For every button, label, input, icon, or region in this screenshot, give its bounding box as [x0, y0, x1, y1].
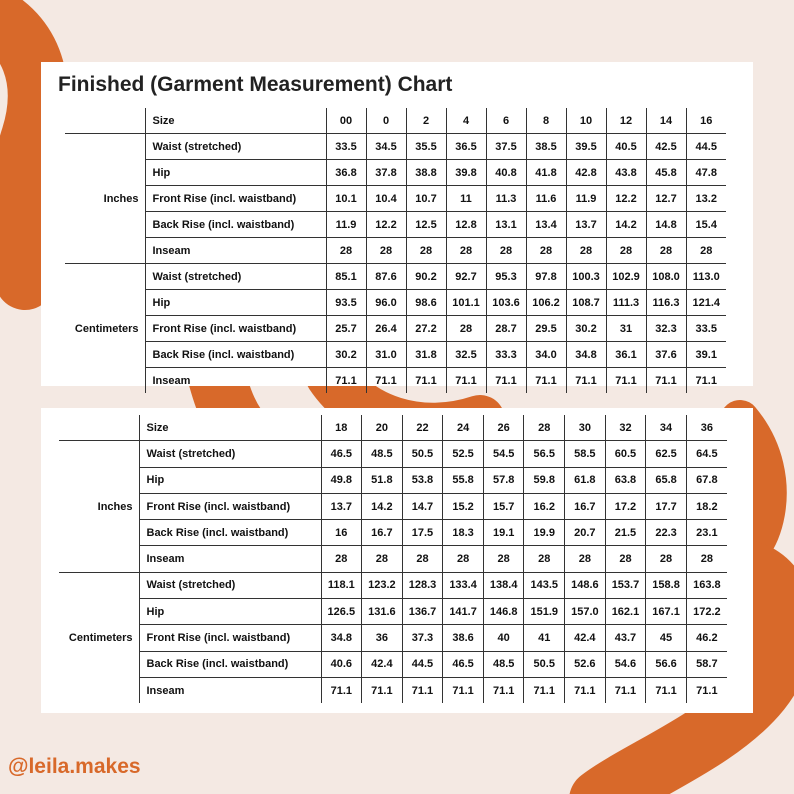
measurement-value: 40.8	[486, 160, 526, 186]
measurement-value: 71.1	[366, 368, 406, 394]
measurement-value: 126.5	[321, 599, 362, 625]
measurement-value: 28	[526, 238, 566, 264]
measurement-label: Back Rise (incl. waistband)	[139, 520, 321, 546]
measurement-value: 71.1	[526, 368, 566, 394]
measurement-value: 33.5	[326, 134, 366, 160]
measurement-value: 42.4	[565, 625, 606, 651]
measurement-value: 64.5	[686, 441, 727, 467]
measurement-value: 63.8	[605, 467, 646, 493]
measurement-value: 27.2	[406, 316, 446, 342]
size-header-cell: 4	[446, 108, 486, 134]
measurement-value: 52.6	[565, 651, 606, 677]
measurement-value: 103.6	[486, 290, 526, 316]
measurement-label: Waist (stretched)	[139, 441, 321, 467]
measurement-value: 71.1	[606, 368, 646, 394]
measurement-label: Front Rise (incl. waistband)	[145, 186, 326, 212]
measurement-value: 71.1	[486, 368, 526, 394]
measurement-value: 38.8	[406, 160, 446, 186]
measurement-value: 55.8	[443, 467, 484, 493]
measurement-value: 71.1	[483, 677, 524, 703]
measurement-value: 85.1	[326, 264, 366, 290]
measurement-value: 33.3	[486, 342, 526, 368]
measurement-value: 133.4	[443, 572, 484, 598]
measurement-value: 49.8	[321, 467, 362, 493]
author-handle: @leila.makes	[8, 755, 141, 778]
measurement-value: 118.1	[321, 572, 362, 598]
measurement-value: 28	[686, 546, 727, 572]
measurement-label: Inseam	[139, 546, 321, 572]
measurement-value: 71.1	[524, 677, 565, 703]
measurement-value: 15.4	[686, 212, 726, 238]
measurement-value: 42.5	[646, 134, 686, 160]
measurement-row	[59, 677, 727, 703]
measurement-value: 28	[646, 238, 686, 264]
measurement-table-2	[59, 415, 727, 703]
measurement-value: 45	[646, 625, 687, 651]
measurement-value: 28	[686, 238, 726, 264]
measurement-value: 22.3	[646, 520, 687, 546]
measurement-chart-card-2	[41, 408, 753, 713]
measurement-value: 45.8	[646, 160, 686, 186]
measurement-label: Front Rise (incl. waistband)	[145, 316, 326, 342]
measurement-value: 46.5	[443, 651, 484, 677]
size-header-cell: 00	[326, 108, 366, 134]
measurement-value: 56.6	[646, 651, 687, 677]
size-header-cell: 34	[646, 415, 687, 441]
measurement-row	[59, 520, 727, 546]
measurement-label: Inseam	[139, 677, 321, 703]
measurement-value: 36.1	[606, 342, 646, 368]
measurement-value: 146.8	[483, 599, 524, 625]
measurement-row	[59, 572, 727, 598]
measurement-value: 34.8	[566, 342, 606, 368]
measurement-value: 108.0	[646, 264, 686, 290]
measurement-value: 71.1	[695, 374, 717, 387]
measurement-row	[65, 264, 726, 290]
measurement-value: 14.8	[646, 212, 686, 238]
measurement-value: 28	[446, 316, 486, 342]
measurement-value: 15.7	[483, 493, 524, 519]
measurement-value: 47.8	[686, 160, 726, 186]
size-header-cell: 30	[565, 415, 606, 441]
measurement-value: 10.4	[366, 186, 406, 212]
measurement-value: 36.8	[326, 160, 366, 186]
measurement-value: 28	[446, 238, 486, 264]
measurement-value: 36.5	[446, 134, 486, 160]
measurement-value: 11.6	[526, 186, 566, 212]
measurement-value: 19.9	[524, 520, 565, 546]
measurement-row	[65, 134, 726, 160]
measurement-value: 138.4	[483, 572, 524, 598]
measurement-value: 31.8	[406, 342, 446, 368]
measurement-value: 59.8	[524, 467, 565, 493]
size-header-cell: 10	[566, 108, 606, 134]
size-header-cell: 36	[686, 415, 727, 441]
measurement-value: 31	[606, 316, 646, 342]
measurement-value: 148.6	[565, 572, 606, 598]
measurement-value: 28	[326, 238, 366, 264]
measurement-value: 92.7	[446, 264, 486, 290]
measurement-value: 32.3	[646, 316, 686, 342]
size-header-cell: 16	[686, 108, 726, 134]
measurement-value: 43.8	[606, 160, 646, 186]
measurement-value: 56.5	[524, 441, 565, 467]
measurement-value: 48.5	[362, 441, 403, 467]
measurement-label: Hip	[145, 290, 326, 316]
measurement-value: 50.5	[524, 651, 565, 677]
measurement-value: 17.2	[605, 493, 646, 519]
measurement-value: 101.1	[446, 290, 486, 316]
measurement-value: 28	[606, 238, 646, 264]
measurement-value: 20.7	[565, 520, 606, 546]
measurement-value: 44.5	[686, 134, 726, 160]
size-header-label: Size	[139, 415, 321, 441]
measurement-value: 12.5	[406, 212, 446, 238]
measurement-value: 71.1	[446, 368, 486, 394]
measurement-value: 42.8	[566, 160, 606, 186]
size-header-label: Size	[145, 108, 326, 134]
measurement-value: 40	[483, 625, 524, 651]
measurement-value: 50.5	[402, 441, 443, 467]
measurement-value: 13.1	[486, 212, 526, 238]
measurement-value: 13.7	[566, 212, 606, 238]
measurement-value: 54.6	[605, 651, 646, 677]
measurement-value: 58.5	[565, 441, 606, 467]
measurement-label: Waist (stretched)	[145, 134, 326, 160]
measurement-value: 11	[446, 186, 486, 212]
measurement-row	[65, 238, 726, 264]
measurement-value: 46.2	[686, 625, 727, 651]
measurement-value: 28	[366, 238, 406, 264]
measurement-value: 71.1	[406, 368, 446, 394]
measurement-value: 12.2	[606, 186, 646, 212]
measurement-value: 11.9	[566, 186, 606, 212]
measurement-value: 158.8	[646, 572, 687, 598]
measurement-value: 121.4	[686, 290, 726, 316]
measurement-value: 53.8	[402, 467, 443, 493]
measurement-value: 11.9	[326, 212, 366, 238]
measurement-row	[65, 186, 726, 212]
size-header-cell: 14	[646, 108, 686, 134]
measurement-value: 28	[486, 238, 526, 264]
measurement-label: Back Rise (incl. waistband)	[139, 651, 321, 677]
measurement-value: 44.5	[402, 651, 443, 677]
measurement-value: 62.5	[646, 441, 687, 467]
measurement-value: 16.7	[362, 520, 403, 546]
measurement-value: 18.3	[443, 520, 484, 546]
measurement-value: 38.5	[526, 134, 566, 160]
measurement-value: 14.7	[402, 493, 443, 519]
measurement-value: 153.7	[605, 572, 646, 598]
measurement-value: 25.7	[326, 316, 366, 342]
measurement-value: 100.3	[566, 264, 606, 290]
measurement-value: 131.6	[362, 599, 403, 625]
measurement-value: 113.0	[686, 264, 726, 290]
measurement-value: 71.1	[646, 677, 687, 703]
measurement-value: 37.8	[366, 160, 406, 186]
measurement-value: 12.7	[646, 186, 686, 212]
measurement-row	[59, 599, 727, 625]
measurement-label: Back Rise (incl. waistband)	[145, 212, 326, 238]
size-header-cell: 2	[406, 108, 446, 134]
measurement-value: 18.2	[686, 493, 727, 519]
measurement-value: 32.5	[446, 342, 486, 368]
measurement-value: 40.6	[321, 651, 362, 677]
size-header-cell: 32	[605, 415, 646, 441]
measurement-row	[65, 342, 726, 368]
measurement-value: 33.5	[686, 316, 726, 342]
measurement-value: 71.1	[443, 677, 484, 703]
measurement-table-1	[65, 108, 726, 393]
measurement-label: Hip	[145, 160, 326, 186]
measurement-value: 41.8	[526, 160, 566, 186]
measurement-value: 37.6	[646, 342, 686, 368]
measurement-value: 28	[402, 546, 443, 572]
measurement-row	[65, 160, 726, 186]
measurement-value: 28	[566, 238, 606, 264]
measurement-value: 16	[321, 520, 362, 546]
measurement-value: 23.1	[686, 520, 727, 546]
measurement-label: Inseam	[145, 238, 326, 264]
measurement-value: 167.1	[646, 599, 687, 625]
measurement-value: 34.5	[366, 134, 406, 160]
measurement-value: 58.7	[686, 651, 727, 677]
measurement-value: 71.1	[566, 368, 606, 394]
measurement-row	[59, 493, 727, 519]
measurement-value: 128.3	[402, 572, 443, 598]
measurement-value: 17.7	[646, 493, 687, 519]
unit-group-label: Inches	[65, 134, 145, 264]
measurement-value: 36	[362, 625, 403, 651]
measurement-value: 42.4	[362, 651, 403, 677]
measurement-value: 106.2	[526, 290, 566, 316]
measurement-value: 172.2	[686, 599, 727, 625]
measurement-value: 21.5	[605, 520, 646, 546]
measurement-label: Hip	[139, 599, 321, 625]
size-header-row	[59, 415, 727, 441]
measurement-value: 90.2	[406, 264, 446, 290]
measurement-value: 35.5	[406, 134, 446, 160]
measurement-value: 19.1	[483, 520, 524, 546]
measurement-value: 71.1	[402, 677, 443, 703]
measurement-value: 14.2	[362, 493, 403, 519]
measurement-row	[59, 651, 727, 677]
size-header-row	[65, 108, 726, 134]
measurement-value: 111.3	[606, 290, 646, 316]
measurement-value: 14.2	[606, 212, 646, 238]
measurement-value: 28	[321, 546, 362, 572]
measurement-value: 13.2	[686, 186, 726, 212]
measurement-value: 11.3	[486, 186, 526, 212]
measurement-value: 102.9	[606, 264, 646, 290]
measurement-row	[65, 212, 726, 238]
measurement-value: 39.8	[446, 160, 486, 186]
measurement-value: 12.2	[366, 212, 406, 238]
measurement-value: 16.2	[524, 493, 565, 519]
measurement-value: 38.6	[443, 625, 484, 651]
measurement-value: 10.7	[406, 186, 446, 212]
measurement-value: 71.1	[565, 677, 606, 703]
measurement-value: 96.0	[366, 290, 406, 316]
unit-group-label: Inches	[59, 441, 139, 572]
measurement-label: Inseam	[145, 368, 326, 394]
measurement-value: 71.1	[605, 677, 646, 703]
measurement-row	[59, 625, 727, 651]
measurement-value: 28	[605, 546, 646, 572]
size-header-cell: 26	[483, 415, 524, 441]
measurement-value: 28	[406, 238, 446, 264]
measurement-value: 71.1	[326, 368, 366, 394]
measurement-value: 71.1	[696, 684, 718, 697]
measurement-value: 28	[443, 546, 484, 572]
measurement-value: 54.5	[483, 441, 524, 467]
size-header-cell: 8	[526, 108, 566, 134]
measurement-value: 34.0	[526, 342, 566, 368]
unit-group-label: Centimeters	[65, 264, 145, 394]
measurement-value: 12.8	[446, 212, 486, 238]
measurement-value: 157.0	[565, 599, 606, 625]
measurement-value: 34.8	[321, 625, 362, 651]
measurement-value: 52.5	[443, 441, 484, 467]
measurement-value: 108.7	[566, 290, 606, 316]
measurement-value: 41	[524, 625, 565, 651]
measurement-row	[65, 316, 726, 342]
measurement-value: 97.8	[526, 264, 566, 290]
measurement-value: 71.1	[646, 368, 686, 394]
size-header-cell: 18	[321, 415, 362, 441]
measurement-value: 162.1	[605, 599, 646, 625]
measurement-value: 163.8	[686, 572, 727, 598]
measurement-value: 28.7	[486, 316, 526, 342]
measurement-value: 28	[362, 546, 403, 572]
measurement-value: 30.2	[566, 316, 606, 342]
measurement-value: 151.9	[524, 599, 565, 625]
measurement-value: 39.5	[566, 134, 606, 160]
measurement-chart-card-1	[41, 62, 753, 386]
size-header-cell: 6	[486, 108, 526, 134]
measurement-value: 65.8	[646, 467, 687, 493]
measurement-value: 48.5	[483, 651, 524, 677]
measurement-value: 51.8	[362, 467, 403, 493]
measurement-label: Back Rise (incl. waistband)	[145, 342, 326, 368]
measurement-value: 28	[646, 546, 687, 572]
measurement-value: 28	[524, 546, 565, 572]
measurement-value: 87.6	[366, 264, 406, 290]
measurement-value: 67.8	[686, 467, 727, 493]
measurement-row	[65, 368, 726, 394]
size-header-cell: 24	[443, 415, 484, 441]
unit-group-label: Centimeters	[59, 572, 139, 703]
measurement-value: 29.5	[526, 316, 566, 342]
measurement-row	[59, 546, 727, 572]
measurement-value: 15.2	[443, 493, 484, 519]
measurement-value: 17.5	[402, 520, 443, 546]
size-header-cell: 0	[366, 108, 406, 134]
measurement-value: 31.0	[366, 342, 406, 368]
measurement-value: 26.4	[366, 316, 406, 342]
measurement-value: 16.7	[565, 493, 606, 519]
measurement-label: Front Rise (incl. waistband)	[139, 625, 321, 651]
measurement-value: 60.5	[605, 441, 646, 467]
measurement-label: Waist (stretched)	[145, 264, 326, 290]
measurement-value: 141.7	[443, 599, 484, 625]
measurement-row	[65, 290, 726, 316]
measurement-row	[59, 467, 727, 493]
measurement-value: 13.4	[526, 212, 566, 238]
measurement-value: 37.5	[486, 134, 526, 160]
measurement-value: 57.8	[483, 467, 524, 493]
measurement-row	[59, 441, 727, 467]
measurement-value: 61.8	[565, 467, 606, 493]
measurement-value: 28	[565, 546, 606, 572]
measurement-value: 123.2	[362, 572, 403, 598]
header-blank-cell	[65, 108, 145, 134]
size-header-cell: 20	[362, 415, 403, 441]
measurement-label: Front Rise (incl. waistband)	[139, 493, 321, 519]
measurement-value: 39.1	[686, 342, 726, 368]
size-header-cell: 12	[606, 108, 646, 134]
measurement-value: 37.3	[402, 625, 443, 651]
measurement-value: 93.5	[326, 290, 366, 316]
header-blank-cell	[59, 415, 139, 441]
measurement-value: 13.7	[321, 493, 362, 519]
size-header-cell: 28	[524, 415, 565, 441]
size-header-cell: 22	[402, 415, 443, 441]
measurement-value: 98.6	[406, 290, 446, 316]
measurement-value: 71.1	[362, 677, 403, 703]
measurement-label: Hip	[139, 467, 321, 493]
measurement-value: 116.3	[646, 290, 686, 316]
measurement-value: 95.3	[486, 264, 526, 290]
measurement-value: 28	[483, 546, 524, 572]
measurement-value: 71.1	[321, 677, 362, 703]
chart-title: Finished (Garment Measurement) Chart	[58, 73, 453, 96]
measurement-value: 136.7	[402, 599, 443, 625]
measurement-value: 30.2	[326, 342, 366, 368]
measurement-value: 10.1	[326, 186, 366, 212]
measurement-label: Waist (stretched)	[139, 572, 321, 598]
measurement-value: 40.5	[606, 134, 646, 160]
measurement-value: 43.7	[605, 625, 646, 651]
measurement-value: 143.5	[524, 572, 565, 598]
measurement-value: 46.5	[321, 441, 362, 467]
